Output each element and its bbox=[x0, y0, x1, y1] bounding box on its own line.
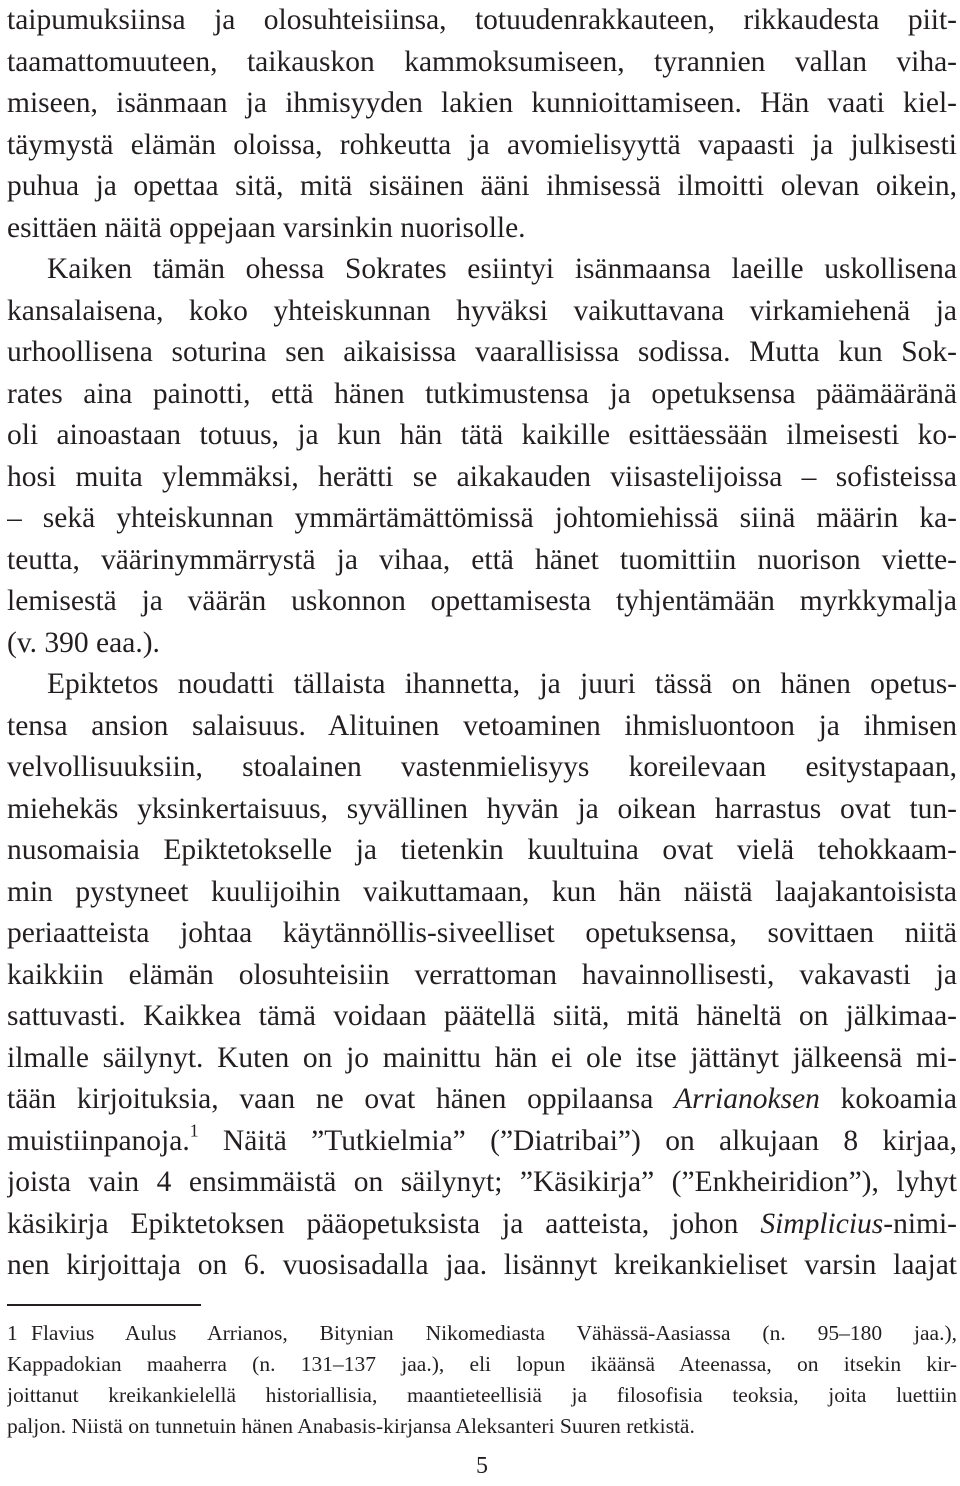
text-line: (v. 390 eaa.). bbox=[7, 626, 160, 659]
text-line: kansalaisena, koko yhteiskunnan hyväksi vaikuttavana virkamiehenä ja bbox=[7, 294, 957, 327]
text-line: ilmalle säilynyt. Kuten on jo mainittu hän ei ole itse jättänyt jälkeensä mi- bbox=[7, 1041, 957, 1074]
page-number: 5 bbox=[476, 1453, 488, 1479]
text-line: miehekäs yksinkertaisuus, syvällinen hyvän ja oikean harrastus ovat tun- bbox=[7, 792, 957, 825]
text-segment: tään kirjoituksia, vaan ne ovat hänen oppilaansa bbox=[7, 1083, 675, 1115]
text-segment: käsikirja Epiktetoksen pääopetuksista ja aatteista, johon bbox=[7, 1207, 761, 1240]
text-line: lemisestä ja väärän uskonnon opettamisesta tyhjentämään myrkkymalja bbox=[7, 585, 957, 617]
text-line: – sekä yhteiskunnan ymmärtämättömissä johtomiehissä siinä määrin ka- bbox=[7, 502, 957, 534]
text-line: joista vain 4 ensimmäistä on säilynyt; ”Käsikirja” (”Enkheiridion”), lyhyt bbox=[7, 1166, 957, 1198]
text-line: kaikkiin elämän olosuhteisiin verrattoman havainnollisesti, vakavasti ja bbox=[7, 958, 957, 991]
emphasized-name: Simplicius bbox=[760, 1207, 884, 1240]
footnote-line bbox=[7, 1318, 957, 1349]
text-line bbox=[7, 1079, 957, 1121]
text-line: täymystä elämän oloissa, rohkeutta ja avomielisyyttä vapaasti ja julkisesti bbox=[7, 128, 957, 161]
text-segment: kokoamia bbox=[819, 1083, 957, 1115]
text-segment: muistiinpanoja. bbox=[7, 1124, 190, 1157]
text-line: periaatteista johtaa käytännöllis-siveelliset opetuksensa, sovittaen niitä bbox=[7, 917, 957, 949]
text-line: tensa ansion salaisuus. Alituinen vetoaminen ihmisluontoon ja ihmisen bbox=[7, 709, 957, 742]
body-text bbox=[7, 0, 957, 1287]
footnote-divider bbox=[7, 1304, 201, 1306]
footnote-text: Flavius Aulus Arrianos, Bitynian Nikomediasta Vähässä-Aasiassa (n. 95–180 jaa.), bbox=[31, 1321, 957, 1345]
text-segment: -nimi- bbox=[883, 1207, 957, 1240]
footnote-line: Kappadokian maaherra (n. 131–137 jaa.), eli lopun ikäänsä Ateenassa, on itsekin kir- bbox=[7, 1352, 957, 1376]
emphasized-name: Arrianoksen bbox=[674, 1083, 820, 1115]
text-line: urhoollisena soturina sen aikaisissa vaarallisissa sodissa. Mutta kun Sok- bbox=[7, 336, 957, 368]
text-segment: Näitä ”Tutkielmia” (”Diatribai”) on alkujaan 8 kirjaa, bbox=[198, 1124, 957, 1157]
text-line: Kaiken tämän ohessa Sokrates esiintyi isänmaansa laeille uskollisena bbox=[47, 253, 957, 285]
text-line: esittäen näitä oppejaan varsinkin nuorisolle. bbox=[7, 211, 526, 244]
text-line: Epiktetos noudatti tällaista ihannetta, ja juuri tässä on hänen opetus- bbox=[47, 668, 957, 700]
text-line: nusomaisia Epiktetokselle ja tietenkin kuultuina ovat vielä tehokkaam- bbox=[7, 834, 957, 866]
text-line: taamattomuuteen, taikauskon kammoksumiseen, tyrannien vallan viha- bbox=[7, 45, 957, 78]
text-line: puhua ja opettaa sitä, mitä sisäinen ääni ihmisessä ilmoitti olevan oikein, bbox=[7, 170, 957, 202]
text-line bbox=[7, 1204, 957, 1246]
text-line: miseen, isänmaan ja ihmisyyden lakien kunnioittamiseen. Hän vaati kiel- bbox=[7, 87, 957, 119]
text-line: teutta, väärinymmärrystä ja vihaa, että hänet tuomittiin nuorison viette- bbox=[7, 543, 957, 576]
text-line: rates aina painotti, että hänen tutkimustensa ja opetuksensa päämääränä bbox=[7, 377, 957, 410]
footnote-number: 1 bbox=[7, 1321, 18, 1345]
footnote-line: paljon. Niistä on tunnetuin hänen Anabasis-kirjansa Aleksanteri Suuren retkistä. bbox=[7, 1414, 695, 1438]
text-line: taipumuksiinsa ja olosuhteisiinsa, totuudenrakkauteen, rikkaudesta piit- bbox=[7, 4, 957, 36]
text-line: sattuvasti. Kaikkea tämä voidaan päätellä siitä, mitä häneltä on jälkimaa- bbox=[7, 1000, 957, 1032]
text-line: velvollisuuksiin, stoalainen vastenmielisyys koreilevaan esitystapaan, bbox=[7, 751, 957, 783]
text-line bbox=[7, 1121, 957, 1163]
text-line: min pystyneet kuulijoihin vaikuttamaan, kun hän näistä laajakantoisista bbox=[7, 875, 957, 908]
footnote-reference: 1 bbox=[189, 1120, 199, 1141]
footnotes bbox=[7, 1318, 957, 1442]
footnote-line: joittanut kreikankielellä historiallisia, maantieteellisiä ja filosofisia teoksia, joita luettiin bbox=[7, 1383, 957, 1407]
text-line: nen kirjoittaja on 6. vuosisadalla jaa. lisännyt kreikankieliset varsin laajat bbox=[7, 1249, 957, 1281]
text-line: hosi muita ylemmäksi, herätti se aikakauden viisastelijoissa – sofisteissa bbox=[7, 460, 957, 493]
text-line: oli ainoastaan totuus, ja kun hän tätä kaikille esittäessään ilmeisesti ko- bbox=[7, 419, 957, 451]
